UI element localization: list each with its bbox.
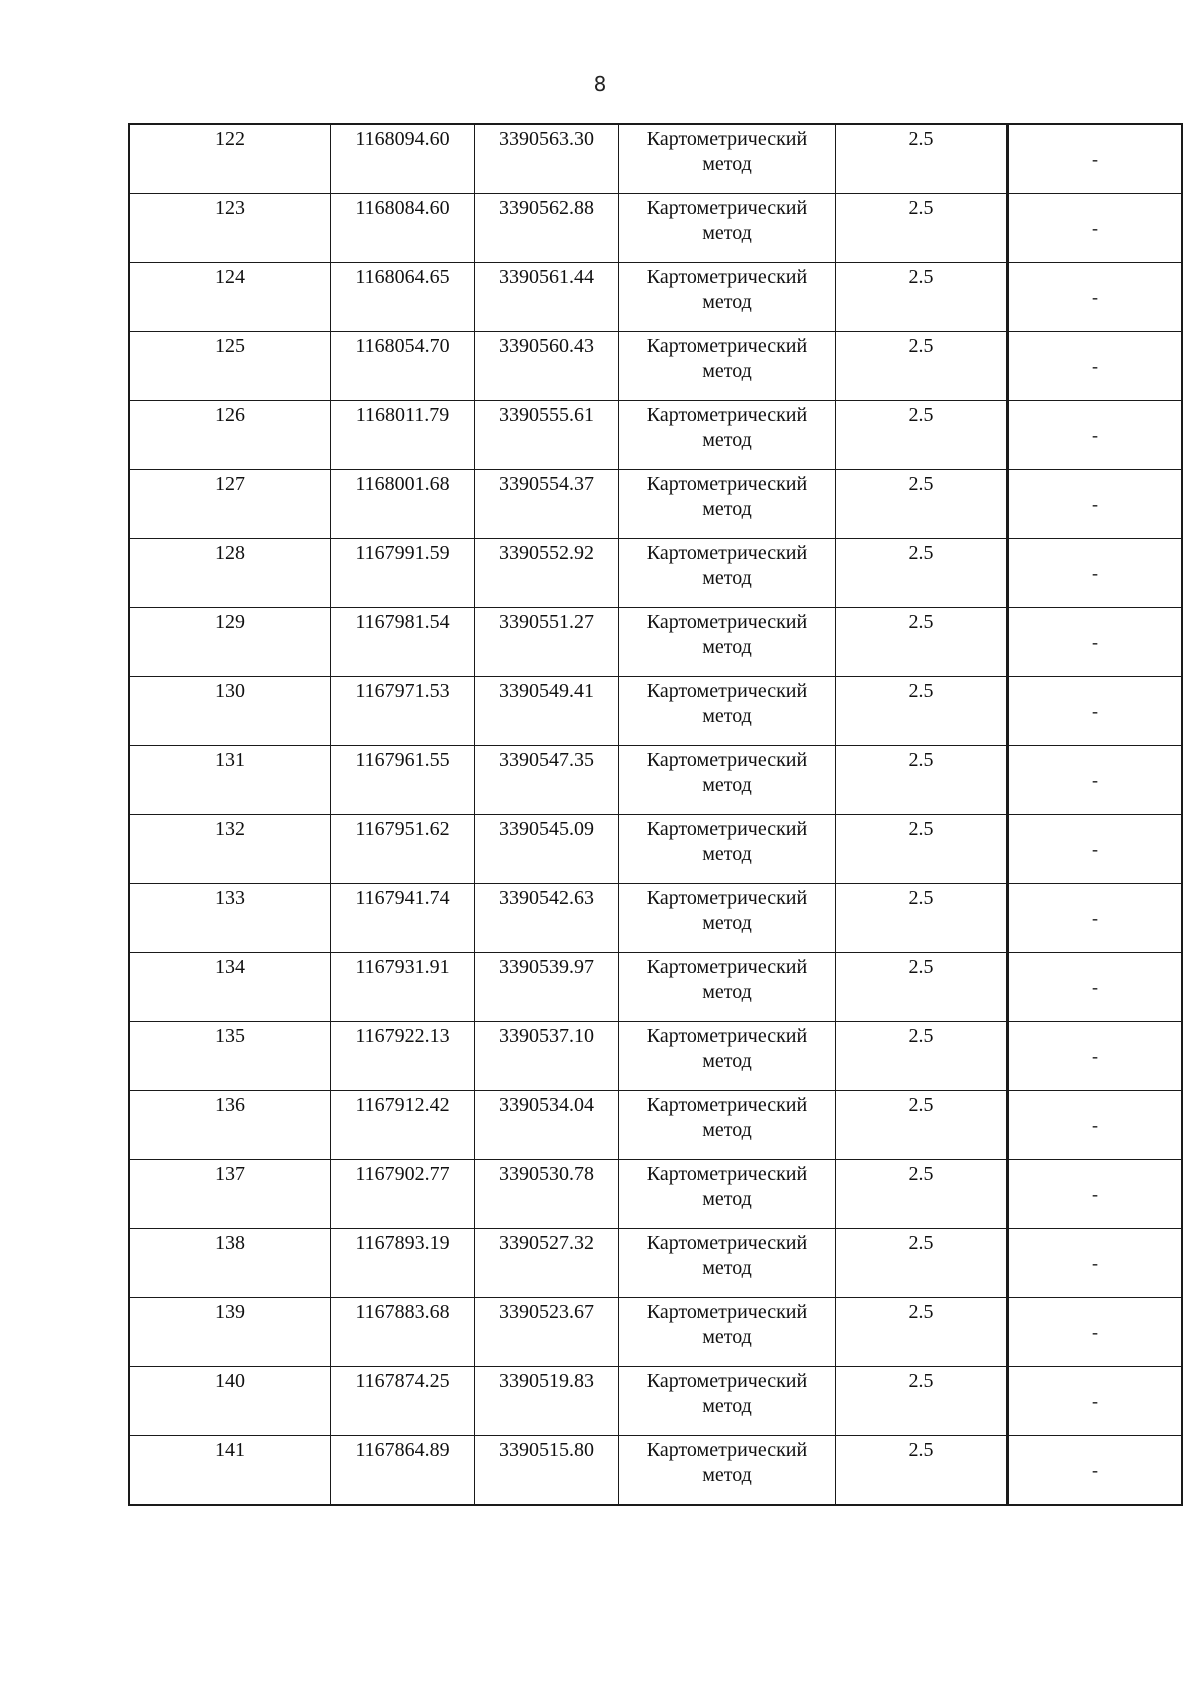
method-text: Картометрический xyxy=(646,887,808,909)
method-text: Картометрический xyxy=(646,335,808,357)
precision-cell xyxy=(836,1160,1008,1229)
method-cell xyxy=(619,884,836,953)
x-coordinate-text: 1167951.62 xyxy=(355,818,450,840)
method-text: метод xyxy=(702,498,752,520)
method-text: метод xyxy=(702,912,752,934)
x-coordinate-cell xyxy=(331,953,475,1022)
method-text: метод xyxy=(702,843,752,865)
method-cell xyxy=(619,746,836,815)
table-row xyxy=(129,884,1182,953)
y-coordinate-text: 3390545.09 xyxy=(499,818,594,840)
x-coordinate-cell xyxy=(331,1229,475,1298)
y-coordinate-cell xyxy=(475,1160,619,1229)
note-cell xyxy=(1008,746,1183,815)
note-text: - xyxy=(1092,700,1098,721)
precision-text: 2.5 xyxy=(908,335,934,357)
note-text: - xyxy=(1092,1252,1098,1273)
y-coordinate-text: 3390527.32 xyxy=(499,1232,594,1254)
note-cell xyxy=(1008,1091,1183,1160)
y-coordinate-text: 3390539.97 xyxy=(499,956,594,978)
note-text: - xyxy=(1092,148,1098,169)
x-coordinate-cell xyxy=(331,1022,475,1091)
note-text: - xyxy=(1092,424,1098,445)
x-coordinate-text: 1167893.19 xyxy=(355,1232,450,1254)
method-cell xyxy=(619,539,836,608)
precision-cell xyxy=(836,401,1008,470)
method-text: Картометрический xyxy=(646,680,808,702)
point-number-cell xyxy=(129,677,331,746)
point-number-cell xyxy=(129,1436,331,1506)
method-cell xyxy=(619,677,836,746)
x-coordinate-text: 1167864.89 xyxy=(355,1439,450,1461)
precision-text: 2.5 xyxy=(908,956,934,978)
table-row xyxy=(129,953,1182,1022)
x-coordinate-cell xyxy=(331,1367,475,1436)
note-text: - xyxy=(1092,1183,1098,1204)
y-coordinate-text: 3390537.10 xyxy=(499,1025,594,1047)
method-text: метод xyxy=(702,360,752,382)
method-text: метод xyxy=(702,222,752,244)
point-number-cell xyxy=(129,1022,331,1091)
precision-text: 2.5 xyxy=(908,887,934,909)
precision-text: 2.5 xyxy=(908,818,934,840)
point-number-text: 128 xyxy=(215,542,245,564)
table-row xyxy=(129,1160,1182,1229)
table-row xyxy=(129,1022,1182,1091)
x-coordinate-cell xyxy=(331,677,475,746)
y-coordinate-text: 3390561.44 xyxy=(499,266,594,288)
precision-cell xyxy=(836,884,1008,953)
precision-text: 2.5 xyxy=(908,1232,934,1254)
precision-cell xyxy=(836,677,1008,746)
note-text: - xyxy=(1092,907,1098,928)
point-number-text: 141 xyxy=(215,1439,245,1461)
point-number-cell xyxy=(129,1091,331,1160)
method-text: Картометрический xyxy=(646,1163,808,1185)
method-text: Картометрический xyxy=(646,266,808,288)
x-coordinate-text: 1168011.79 xyxy=(355,404,450,426)
note-cell xyxy=(1008,124,1183,194)
y-coordinate-cell xyxy=(475,677,619,746)
point-number-text: 123 xyxy=(215,197,245,219)
method-text: метод xyxy=(702,981,752,1003)
note-text: - xyxy=(1092,631,1098,652)
y-coordinate-text: 3390542.63 xyxy=(499,887,594,909)
precision-text: 2.5 xyxy=(908,1439,934,1461)
table-row xyxy=(129,746,1182,815)
precision-cell xyxy=(836,332,1008,401)
table-row xyxy=(129,194,1182,263)
point-number-text: 136 xyxy=(215,1094,245,1116)
note-text: - xyxy=(1092,1459,1098,1480)
point-number-text: 129 xyxy=(215,611,245,633)
point-number-text: 140 xyxy=(215,1370,245,1392)
precision-text: 2.5 xyxy=(908,680,934,702)
y-coordinate-cell xyxy=(475,401,619,470)
x-coordinate-text: 1167902.77 xyxy=(355,1163,450,1185)
x-coordinate-cell xyxy=(331,1091,475,1160)
precision-text: 2.5 xyxy=(908,749,934,771)
x-coordinate-cell xyxy=(331,884,475,953)
y-coordinate-text: 3390530.78 xyxy=(499,1163,594,1185)
method-cell xyxy=(619,194,836,263)
y-coordinate-cell xyxy=(475,124,619,194)
table-row xyxy=(129,1091,1182,1160)
coordinates-table-body xyxy=(129,124,1182,1505)
precision-text: 2.5 xyxy=(908,1025,934,1047)
method-text: метод xyxy=(702,1188,752,1210)
y-coordinate-text: 3390549.41 xyxy=(499,680,594,702)
point-number-text: 138 xyxy=(215,1232,245,1254)
method-text: метод xyxy=(702,1395,752,1417)
y-coordinate-text: 3390515.80 xyxy=(499,1439,594,1461)
x-coordinate-cell xyxy=(331,1160,475,1229)
y-coordinate-text: 3390555.61 xyxy=(499,404,594,426)
point-number-cell xyxy=(129,953,331,1022)
y-coordinate-text: 3390551.27 xyxy=(499,611,594,633)
x-coordinate-cell xyxy=(331,194,475,263)
y-coordinate-cell xyxy=(475,539,619,608)
note-text: - xyxy=(1092,1114,1098,1135)
precision-text: 2.5 xyxy=(908,611,934,633)
method-text: метод xyxy=(702,774,752,796)
note-text: - xyxy=(1092,355,1098,376)
point-number-text: 135 xyxy=(215,1025,245,1047)
method-cell xyxy=(619,1160,836,1229)
method-cell xyxy=(619,608,836,677)
note-cell xyxy=(1008,1160,1183,1229)
point-number-text: 122 xyxy=(215,128,245,150)
point-number-text: 139 xyxy=(215,1301,245,1323)
note-cell xyxy=(1008,1367,1183,1436)
point-number-cell xyxy=(129,815,331,884)
point-number-cell xyxy=(129,401,331,470)
note-text: - xyxy=(1092,1045,1098,1066)
x-coordinate-cell xyxy=(331,470,475,539)
x-coordinate-cell xyxy=(331,1436,475,1506)
note-text: - xyxy=(1092,769,1098,790)
y-coordinate-cell xyxy=(475,263,619,332)
method-text: Картометрический xyxy=(646,818,808,840)
method-text: метод xyxy=(702,153,752,175)
method-text: Картометрический xyxy=(646,1232,808,1254)
method-text: Картометрический xyxy=(646,956,808,978)
x-coordinate-text: 1168094.60 xyxy=(355,128,450,150)
x-coordinate-text: 1167941.74 xyxy=(355,887,450,909)
note-cell xyxy=(1008,1298,1183,1367)
point-number-cell xyxy=(129,1298,331,1367)
precision-text: 2.5 xyxy=(908,404,934,426)
note-cell xyxy=(1008,884,1183,953)
x-coordinate-cell xyxy=(331,1298,475,1367)
note-text: - xyxy=(1092,286,1098,307)
note-cell xyxy=(1008,332,1183,401)
precision-text: 2.5 xyxy=(908,128,934,150)
x-coordinate-text: 1167912.42 xyxy=(355,1094,450,1116)
table-row xyxy=(129,677,1182,746)
x-coordinate-text: 1168054.70 xyxy=(355,335,450,357)
method-cell xyxy=(619,1229,836,1298)
x-coordinate-text: 1167874.25 xyxy=(355,1370,450,1392)
x-coordinate-cell xyxy=(331,608,475,677)
point-number-text: 131 xyxy=(215,749,245,771)
note-cell xyxy=(1008,677,1183,746)
y-coordinate-cell xyxy=(475,608,619,677)
method-cell xyxy=(619,1367,836,1436)
y-coordinate-text: 3390547.35 xyxy=(499,749,594,771)
method-text: Картометрический xyxy=(646,542,808,564)
method-text: метод xyxy=(702,567,752,589)
note-text: - xyxy=(1092,838,1098,859)
method-text: метод xyxy=(702,429,752,451)
method-text: метод xyxy=(702,1464,752,1486)
precision-text: 2.5 xyxy=(908,197,934,219)
note-text: - xyxy=(1092,493,1098,514)
note-text: - xyxy=(1092,562,1098,583)
method-text: Картометрический xyxy=(646,1094,808,1116)
method-text: метод xyxy=(702,291,752,313)
y-coordinate-text: 3390563.30 xyxy=(499,128,594,150)
note-cell xyxy=(1008,1436,1183,1506)
point-number-text: 124 xyxy=(215,266,245,288)
table-row xyxy=(129,608,1182,677)
precision-cell xyxy=(836,470,1008,539)
table-row xyxy=(129,815,1182,884)
y-coordinate-cell xyxy=(475,953,619,1022)
y-coordinate-cell xyxy=(475,1367,619,1436)
point-number-text: 127 xyxy=(215,473,245,495)
point-number-text: 126 xyxy=(215,404,245,426)
method-text: Картометрический xyxy=(646,1439,808,1461)
y-coordinate-cell xyxy=(475,1229,619,1298)
y-coordinate-text: 3390519.83 xyxy=(499,1370,594,1392)
y-coordinate-text: 3390560.43 xyxy=(499,335,594,357)
note-cell xyxy=(1008,608,1183,677)
precision-cell xyxy=(836,608,1008,677)
method-text: Картометрический xyxy=(646,197,808,219)
precision-text: 2.5 xyxy=(908,1301,934,1323)
point-number-cell xyxy=(129,1229,331,1298)
precision-text: 2.5 xyxy=(908,1163,934,1185)
precision-cell xyxy=(836,746,1008,815)
method-cell xyxy=(619,953,836,1022)
x-coordinate-text: 1167991.59 xyxy=(355,542,450,564)
table-row xyxy=(129,401,1182,470)
table-row xyxy=(129,1229,1182,1298)
x-coordinate-cell xyxy=(331,539,475,608)
point-number-cell xyxy=(129,608,331,677)
note-cell xyxy=(1008,401,1183,470)
precision-text: 2.5 xyxy=(908,1094,934,1116)
x-coordinate-cell xyxy=(331,815,475,884)
table-row xyxy=(129,1298,1182,1367)
coordinates-table xyxy=(128,123,1183,1506)
table-row xyxy=(129,263,1182,332)
note-cell xyxy=(1008,1229,1183,1298)
precision-text: 2.5 xyxy=(908,542,934,564)
precision-cell xyxy=(836,194,1008,263)
precision-cell xyxy=(836,1298,1008,1367)
method-cell xyxy=(619,263,836,332)
note-cell xyxy=(1008,194,1183,263)
y-coordinate-cell xyxy=(475,746,619,815)
table-row xyxy=(129,332,1182,401)
method-text: метод xyxy=(702,1257,752,1279)
x-coordinate-text: 1167981.54 xyxy=(355,611,450,633)
point-number-cell xyxy=(129,470,331,539)
method-cell xyxy=(619,815,836,884)
x-coordinate-text: 1167961.55 xyxy=(355,749,450,771)
note-cell xyxy=(1008,953,1183,1022)
method-text: метод xyxy=(702,1050,752,1072)
note-text: - xyxy=(1092,1321,1098,1342)
point-number-text: 125 xyxy=(215,335,245,357)
precision-cell xyxy=(836,815,1008,884)
table-row xyxy=(129,1367,1182,1436)
x-coordinate-cell xyxy=(331,746,475,815)
method-text: метод xyxy=(702,1326,752,1348)
x-coordinate-text: 1168064.65 xyxy=(355,266,450,288)
note-cell xyxy=(1008,263,1183,332)
method-cell xyxy=(619,124,836,194)
method-text: Картометрический xyxy=(646,404,808,426)
point-number-cell xyxy=(129,1367,331,1436)
precision-cell xyxy=(836,539,1008,608)
x-coordinate-cell xyxy=(331,263,475,332)
point-number-cell xyxy=(129,332,331,401)
y-coordinate-cell xyxy=(475,332,619,401)
x-coordinate-text: 1168001.68 xyxy=(355,473,450,495)
note-cell xyxy=(1008,470,1183,539)
point-number-cell xyxy=(129,1160,331,1229)
point-number-cell xyxy=(129,124,331,194)
method-cell xyxy=(619,1298,836,1367)
precision-cell xyxy=(836,1229,1008,1298)
note-text: - xyxy=(1092,976,1098,997)
method-cell xyxy=(619,332,836,401)
method-text: метод xyxy=(702,1119,752,1141)
page-number: 8 xyxy=(593,72,607,96)
precision-text: 2.5 xyxy=(908,266,934,288)
x-coordinate-cell xyxy=(331,401,475,470)
method-text: Картометрический xyxy=(646,1025,808,1047)
y-coordinate-cell xyxy=(475,815,619,884)
x-coordinate-text: 1167971.53 xyxy=(355,680,450,702)
method-text: метод xyxy=(702,705,752,727)
y-coordinate-text: 3390554.37 xyxy=(499,473,594,495)
y-coordinate-cell xyxy=(475,884,619,953)
x-coordinate-cell xyxy=(331,124,475,194)
y-coordinate-cell xyxy=(475,470,619,539)
note-cell xyxy=(1008,1022,1183,1091)
point-number-text: 133 xyxy=(215,887,245,909)
precision-cell xyxy=(836,263,1008,332)
note-text: - xyxy=(1092,1390,1098,1411)
precision-cell xyxy=(836,1022,1008,1091)
point-number-text: 130 xyxy=(215,680,245,702)
y-coordinate-text: 3390562.88 xyxy=(499,197,594,219)
precision-cell xyxy=(836,1091,1008,1160)
precision-text: 2.5 xyxy=(908,473,934,495)
point-number-text: 134 xyxy=(215,956,245,978)
method-cell xyxy=(619,1436,836,1506)
precision-cell xyxy=(836,1436,1008,1506)
x-coordinate-cell xyxy=(331,332,475,401)
point-number-cell xyxy=(129,194,331,263)
x-coordinate-text: 1168084.60 xyxy=(355,197,450,219)
method-cell xyxy=(619,401,836,470)
method-text: метод xyxy=(702,636,752,658)
precision-cell xyxy=(836,124,1008,194)
method-text: Картометрический xyxy=(646,749,808,771)
note-cell xyxy=(1008,539,1183,608)
y-coordinate-cell xyxy=(475,1436,619,1506)
point-number-cell xyxy=(129,884,331,953)
precision-cell xyxy=(836,1367,1008,1436)
method-cell xyxy=(619,470,836,539)
method-text: Картометрический xyxy=(646,128,808,150)
y-coordinate-text: 3390552.92 xyxy=(499,542,594,564)
table-row xyxy=(129,539,1182,608)
method-cell xyxy=(619,1022,836,1091)
method-text: Картометрический xyxy=(646,1370,808,1392)
table-row xyxy=(129,1436,1182,1506)
note-text: - xyxy=(1092,217,1098,238)
point-number-text: 132 xyxy=(215,818,245,840)
precision-cell xyxy=(836,953,1008,1022)
y-coordinate-cell xyxy=(475,1298,619,1367)
y-coordinate-text: 3390534.04 xyxy=(499,1094,594,1116)
note-cell xyxy=(1008,815,1183,884)
y-coordinate-cell xyxy=(475,194,619,263)
point-number-cell xyxy=(129,539,331,608)
table-row xyxy=(129,470,1182,539)
x-coordinate-text: 1167883.68 xyxy=(355,1301,450,1323)
point-number-cell xyxy=(129,263,331,332)
method-text: Картометрический xyxy=(646,611,808,633)
x-coordinate-text: 1167931.91 xyxy=(355,956,450,978)
method-cell xyxy=(619,1091,836,1160)
point-number-cell xyxy=(129,746,331,815)
precision-text: 2.5 xyxy=(908,1370,934,1392)
x-coordinate-text: 1167922.13 xyxy=(355,1025,450,1047)
table-row xyxy=(129,124,1182,194)
y-coordinate-cell xyxy=(475,1022,619,1091)
method-text: Картометрический xyxy=(646,473,808,495)
y-coordinate-cell xyxy=(475,1091,619,1160)
y-coordinate-text: 3390523.67 xyxy=(499,1301,594,1323)
point-number-text: 137 xyxy=(215,1163,245,1185)
method-text: Картометрический xyxy=(646,1301,808,1323)
